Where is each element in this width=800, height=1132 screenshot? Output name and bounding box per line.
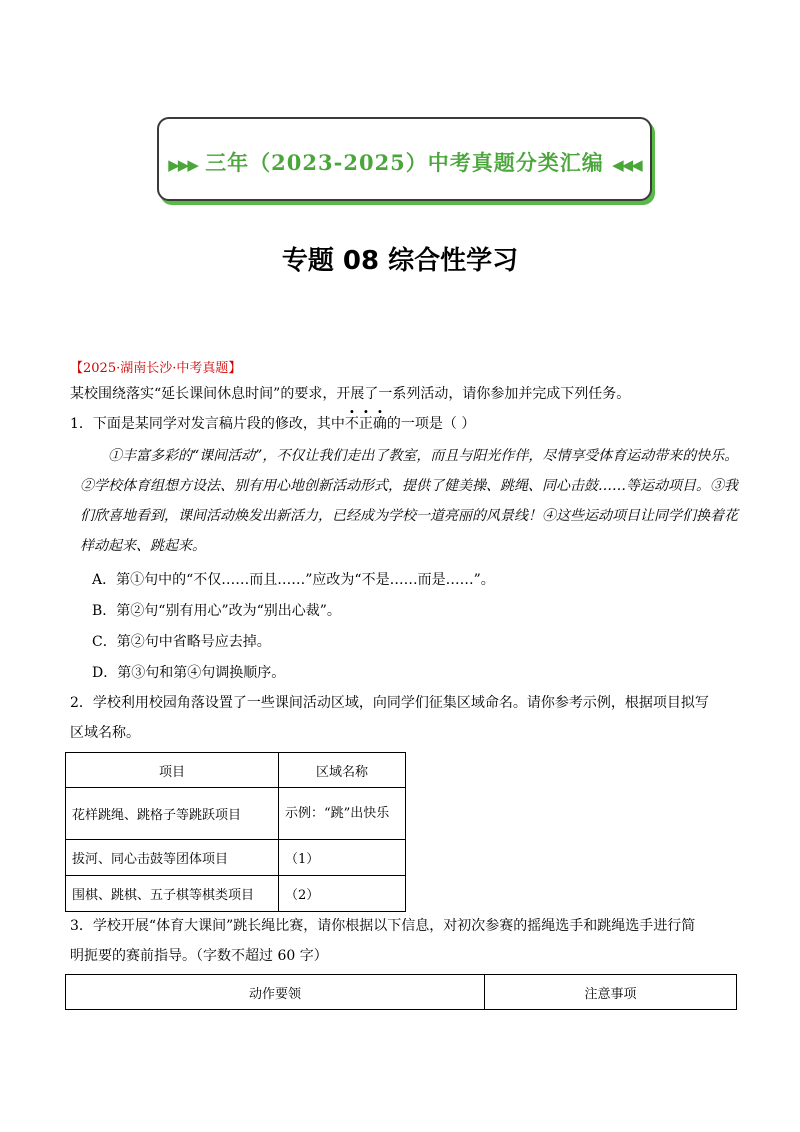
q3-stem-line1: 3．学校开展“体育大课间”跳长绳比赛，请你根据以下信息，对初次参赛的摇绳选手和跳绳选手进行简 [70, 918, 696, 934]
q3-table [65, 974, 737, 1010]
table-cell: 拔河、同心击鼓等团体项目 [66, 840, 279, 876]
q1-passage: ①丰富多彩的“课间活动”，不仅让我们走出了教室，而且与阳光作伴，尽情享受体育运动带来的快乐。②学校体育组想方设法、别有用心地创新活动形式，提供了健美操、跳绳、同心击鼓……等运动项目。③我们欣喜地看到，课间活动焕发出新活力，已经成为学校一道亮丽的风景线！④这些运动项目让同学们换着花样动起来、跳起来。 [80, 448, 739, 554]
table-header-row [66, 753, 406, 788]
table-cell: 围棋、跳棋、五子棋等棋类项目 [66, 876, 279, 912]
table-row [66, 788, 406, 840]
table-header: 注意事项 [485, 975, 737, 1010]
title-banner [157, 117, 652, 201]
table-header: 动作要领 [66, 975, 485, 1010]
q1-option-a: A．第①句中的“不仅……而且……”应改为“不是……而是……”。 [92, 572, 495, 588]
table-header: 项目 [66, 753, 279, 788]
q2-stem-line2: 区域名称。 [70, 725, 140, 741]
table-cell: （2） [279, 876, 406, 912]
emph-char: 正 [358, 416, 373, 432]
table-header-row [66, 975, 737, 1010]
banner-text [159, 147, 650, 177]
q1-option-d: D．第③句和第④句调换顺序。 [92, 665, 286, 681]
emph-char: 不 [344, 416, 359, 432]
q2-table [65, 752, 406, 912]
q1-stem [70, 414, 475, 434]
table-cell: 花样跳绳、跳格子等跳跃项目 [66, 788, 279, 840]
banner-title: 三年（2023-2025）中考真题分类汇编 [205, 150, 604, 175]
source-tag: 【2025·湖南长沙·中考真题】 [70, 361, 242, 376]
table-cell: （1） [279, 840, 406, 876]
intro-text: 某校围绕落实“延长课间休息时间”的要求，开展了一系列活动，请你参加并完成下列任务。 [70, 386, 631, 402]
emph-char: 确 [372, 416, 387, 432]
right-arrows-icon: ◀◀◀ [612, 156, 641, 174]
q3-stem-line2: 明扼要的赛前指导。（字数不超过 60 字） [70, 948, 328, 964]
q2-stem-line1: 2．学校利用校园角落设置了一些课间活动区域，向同学们征集区域命名。请你参考示例，根据项目拟写 [70, 695, 709, 711]
table-cell: 示例：“跳”出快乐 [279, 788, 406, 840]
q1-stem-before: 1．下面是某同学对发言稿片段的修改，其中 [70, 416, 345, 432]
table-row [66, 840, 406, 876]
q1-stem-after: 的一项是（ ） [386, 416, 476, 432]
table-header: 区域名称 [279, 753, 406, 788]
table-row [66, 876, 406, 912]
page-title: 专题 08 综合性学习 [281, 246, 519, 276]
q1-option-c: C．第②句中省略号应去掉。 [92, 634, 271, 650]
q1-option-b: B．第②句“别有用心”改为“别出心裁”。 [92, 603, 341, 619]
left-arrows-icon: ▶▶▶ [168, 156, 197, 174]
